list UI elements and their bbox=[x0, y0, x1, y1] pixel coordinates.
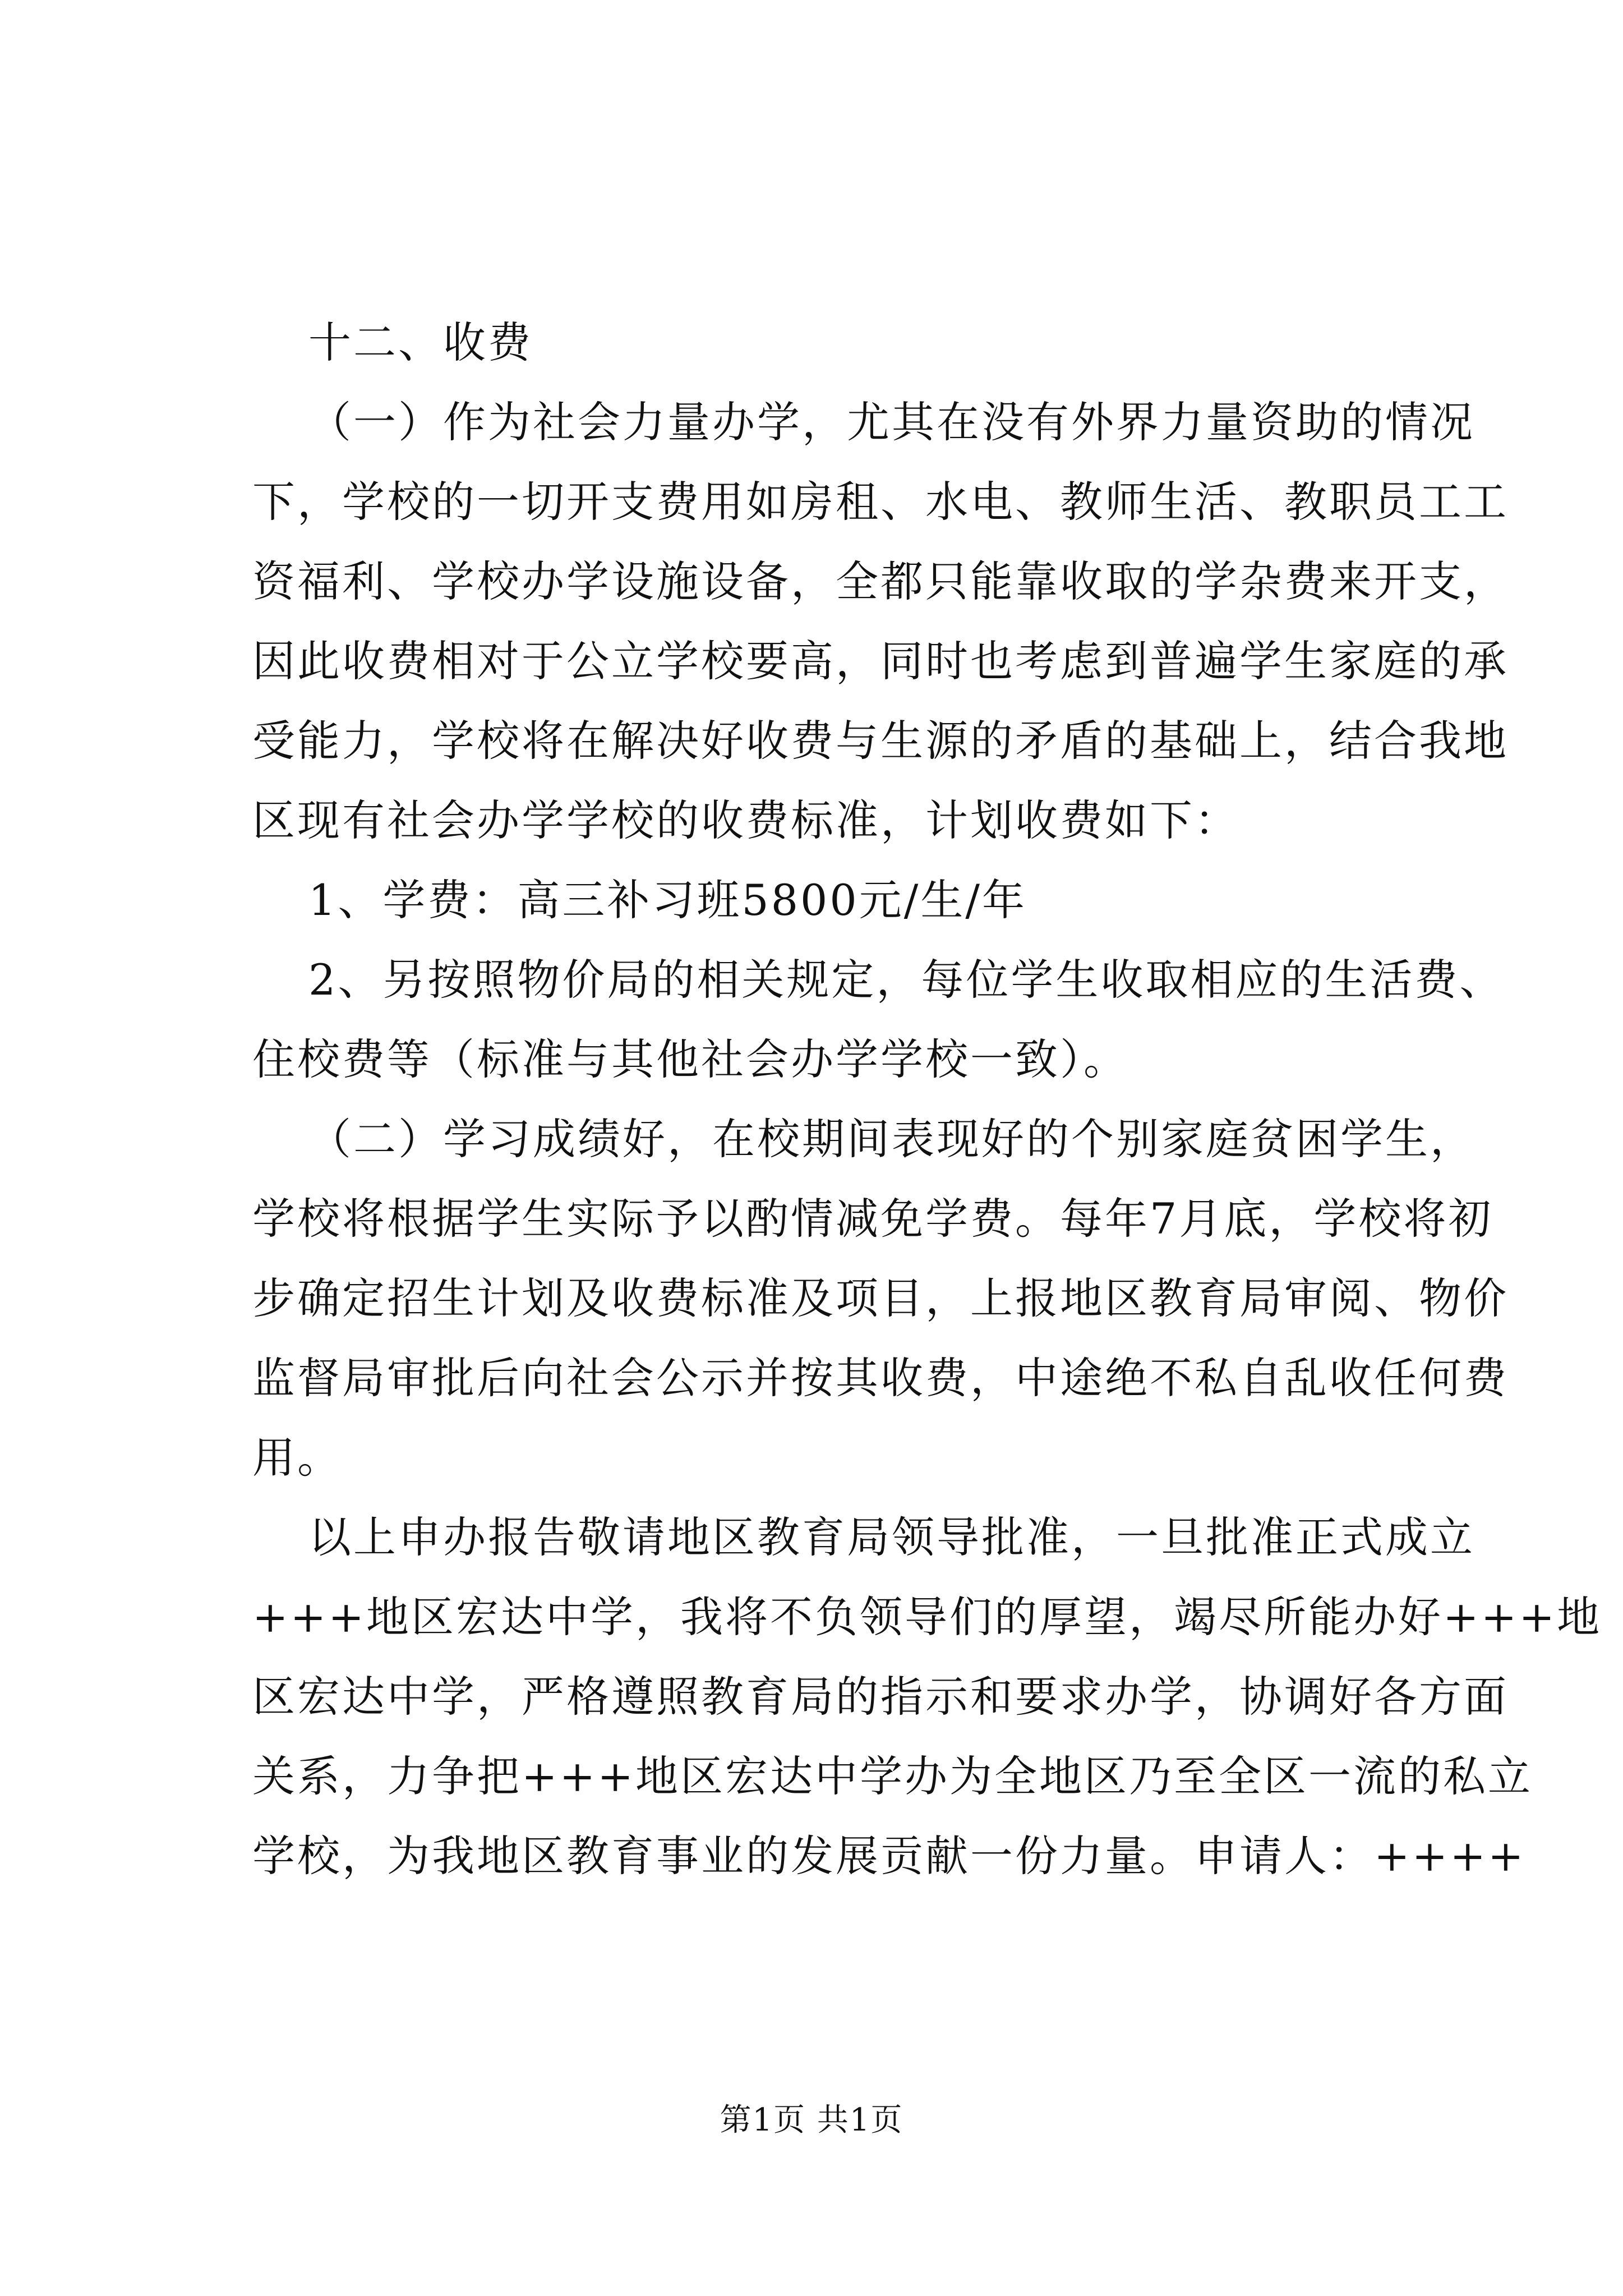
text-line: （二）学习成绩好，在校期间表现好的个别家庭贫困学生， bbox=[308, 1114, 1475, 1164]
text-line: 因此收费相对于公立学校要高，同时也考虑到普遍学生家庭的承 bbox=[252, 636, 1509, 686]
text-line: 以上申办报告敬请地区教育局领导批准，一旦批准正式成立 bbox=[308, 1512, 1475, 1562]
text-line: 住校费等（标准与其他社会办学学校一致）。 bbox=[252, 1034, 1128, 1084]
text-line: 步确定招生计划及收费标准及项目，上报地区教育局审阅、物价 bbox=[252, 1273, 1509, 1323]
text-line: +++地区宏达中学，我将不负领导们的厚望，竭尽所能办好+++地 bbox=[252, 1592, 1602, 1642]
text-line: 用。 bbox=[252, 1433, 342, 1483]
text-line: 区宏达中学，严格遵照教育局的指示和要求办学，协调好各方面 bbox=[252, 1672, 1509, 1722]
text-line: 区现有社会办学学校的收费标准，计划收费如下： bbox=[252, 795, 1239, 845]
text-line: 资福利、学校办学设施设备，全都只能靠收取的学杂费来开支， bbox=[252, 556, 1509, 606]
page-footer: 第1页 共1页 bbox=[720, 2102, 903, 2138]
text-line: 1、学费：高三补习班5800元/生/年 bbox=[308, 875, 1027, 925]
text-line: 学校将根据学生实际予以酌情减免学费。每年7月底，学校将初 bbox=[252, 1194, 1493, 1244]
text-line: 下，学校的一切开支费用如房租、水电、教师生活、教职员工工 bbox=[252, 477, 1509, 527]
text-line: 学校，为我地区教育事业的发展贡献一份力量。申请人：++++ bbox=[252, 1831, 1526, 1881]
text-line: 监督局审批后向社会公示并按其收费，中途绝不私自乱收任何费 bbox=[252, 1353, 1509, 1403]
text-line: 关系，力争把+++地区宏达中学办为全地区乃至全区一流的私立 bbox=[252, 1751, 1533, 1801]
document-body bbox=[252, 303, 1602, 1896]
text-line: （一）作为社会力量办学，尤其在没有外界力量资助的情况 bbox=[308, 397, 1475, 447]
text-line: 十二、收费 bbox=[308, 318, 533, 367]
text-line: 受能力，学校将在解决好收费与生源的矛盾的基础上，结合我地 bbox=[252, 716, 1509, 766]
text-line: 2、另按照物价局的相关规定，每位学生收取相应的生活费、 bbox=[308, 955, 1505, 1005]
